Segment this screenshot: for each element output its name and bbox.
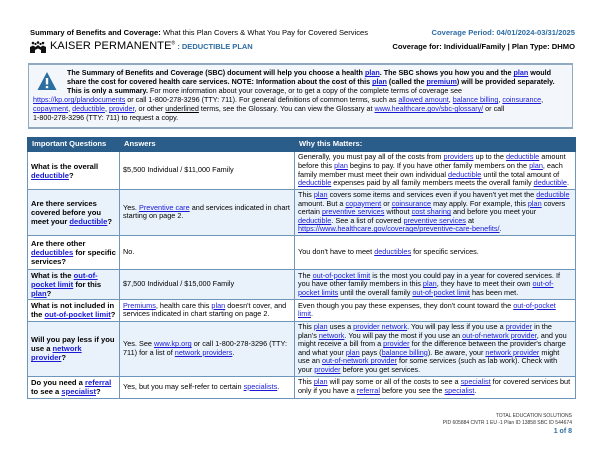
explanation-text: may apply. For example, this	[431, 198, 528, 208]
glossary-link[interactable]: out-of-pocket limit	[31, 270, 98, 289]
explanation-text: , and you might receive a bill from a	[298, 330, 567, 349]
question-text: ?	[61, 353, 67, 363]
glossary-link[interactable]: provider	[383, 339, 410, 349]
link-allowed-amount[interactable]: allowed amount	[398, 95, 449, 104]
explanation-text: This	[298, 190, 314, 199]
kaiser-logo	[30, 40, 253, 52]
footer-org: TOTAL EDUCATION SOLUTIONS	[495, 413, 572, 419]
question-text: for this	[73, 279, 102, 289]
glossary-link[interactable]: out-of-pocket limits	[298, 279, 554, 297]
glossary-link[interactable]: out-of-pocket limit	[412, 287, 470, 297]
question-text: What is the	[31, 270, 74, 280]
header-answers: Answers	[120, 138, 295, 152]
link-provider[interactable]: provider	[108, 104, 135, 113]
document-title: What this Plan Covers & What You Pay for Covered Services	[160, 28, 369, 37]
explanation-text: This	[298, 321, 314, 331]
glossary-link[interactable]: out-of-pocket limit	[312, 270, 371, 280]
question-text: ?	[110, 310, 116, 320]
why-this-matters	[295, 152, 576, 190]
glossary-link[interactable]: deductible	[536, 190, 570, 199]
glossary-link[interactable]: provider	[314, 364, 341, 374]
explanation-text: covers certain	[298, 198, 566, 217]
explanation-text: amount. But a	[298, 198, 346, 208]
link-plan-documents[interactable]: https://kp.org/plandocuments	[33, 95, 126, 104]
important-question	[28, 299, 120, 321]
explanation-text: begins to pay. If you have other family members on the	[347, 160, 530, 170]
important-question	[28, 321, 120, 376]
explanation-text: up to the	[473, 152, 506, 162]
answer-text: .	[277, 381, 280, 391]
glossary-link[interactable]: deductible	[298, 215, 332, 225]
answer-text: and services indicated in chart starting on page 2.	[123, 202, 290, 221]
explanation-text: This	[298, 377, 314, 387]
explanation-text: Even though you pay these expenses, they don't count toward the	[298, 300, 514, 310]
glossary-link[interactable]: deductible	[448, 169, 482, 179]
glossary-link[interactable]: plan	[334, 160, 348, 170]
explanation-text: for the difference between the provider's charge and what your	[298, 339, 566, 357]
glossary-link[interactable]: plan	[313, 377, 328, 387]
link-coinsurance[interactable]: coinsurance	[502, 95, 542, 104]
glossary-link[interactable]: network providers	[174, 347, 233, 357]
why-this-matters	[295, 190, 576, 236]
glossary-link[interactable]: balance billing	[381, 347, 428, 357]
explanation-text: for some services (such as lab work). Check with your	[298, 356, 558, 374]
answer: $7,500 Individual / $15,000 Family	[120, 269, 295, 299]
notice-details: https://kp.org/plandocuments or call 1-800-278-3296 (TTY: 711). For general definitions of common terms, such as allowed amount, balance billing, coinsurance, copayment, deductible, provider, or other underlined terms, see the Glossary. You can view the Glossary at www.healthcare.gov/sbc-glossary/ or call 1-800-278-3296 (TTY: 711) to request a copy.	[33, 95, 544, 122]
question-text: ?	[68, 170, 74, 180]
glossary-link[interactable]: deductible	[298, 178, 332, 188]
glossary-link[interactable]: plan	[313, 190, 328, 199]
glossary-link[interactable]: www.kp.org	[153, 339, 192, 349]
explanation-text: Generally, you must pay all of the costs from	[298, 152, 444, 162]
link-balance-billing[interactable]: balance billing	[452, 95, 499, 104]
glossary-link[interactable]: out-of-pocket limit	[298, 300, 556, 319]
question-text: What is not included in the	[31, 301, 115, 320]
explanation-text: amount before this	[298, 152, 566, 170]
glossary-link[interactable]: out-of-network provider	[321, 356, 397, 366]
answer-text: Yes, but you may self-refer to certain	[123, 381, 244, 391]
glossary-link[interactable]: out-of-pocket limit	[44, 310, 111, 320]
explanation-text: .	[566, 178, 569, 188]
why-this-matters	[295, 376, 576, 398]
answer-text: .	[232, 347, 235, 357]
table-header-row	[28, 138, 576, 152]
glossary-link[interactable]: plan	[211, 300, 226, 310]
question-text: Will you pay less if you use a	[31, 335, 115, 354]
glossary-link[interactable]: Preventive care	[138, 202, 190, 212]
answer-text: doesn't cover, and services indicated in chart starting on page 2.	[123, 300, 287, 319]
header-important-questions: Important Questions	[28, 138, 120, 152]
link-plan[interactable]: plan	[364, 68, 380, 77]
answer	[120, 190, 295, 236]
question-text: ?	[107, 216, 113, 226]
glossary-link[interactable]: network provider	[31, 344, 82, 363]
explanation-text: .	[499, 224, 502, 234]
explanation-text: until the overall family	[338, 287, 413, 297]
answer-text: or call 1-800-278-3296 (TTY: 711) for a list of	[123, 339, 287, 357]
explanation-text: You don't have to meet	[298, 247, 375, 257]
question-text: ?	[96, 387, 101, 397]
glossary-link[interactable]: plan	[527, 198, 542, 208]
explanation-text: .	[310, 309, 314, 319]
explanation-text: , each family member must meet their own individual	[298, 160, 563, 179]
glossary-link[interactable]: preventive services	[321, 207, 385, 217]
important-question	[28, 235, 120, 269]
explanation-text: until the total amount of	[481, 169, 560, 179]
glossary-link[interactable]: network	[318, 330, 345, 340]
answer	[120, 376, 295, 398]
glossary-link[interactable]: deductible	[31, 170, 69, 180]
explanation-text: uses a	[327, 321, 354, 331]
glossary-link[interactable]: preventive services	[403, 215, 466, 225]
glossary-link[interactable]: out-of-network provider	[462, 330, 537, 340]
answer-text: Yes. See	[123, 339, 154, 349]
question-text: for specific services?	[31, 247, 116, 266]
explanation-text: for covered services but only if you have a	[298, 377, 571, 396]
why-this-matters	[295, 299, 576, 321]
explanation-text: is the most you could pay in a year for covered services. If you have other family members in this	[298, 270, 561, 289]
explanation-text: . You will pay less if you use a	[407, 321, 506, 331]
header-why-this-matters: Why this Matters:	[295, 138, 576, 152]
important-question	[28, 269, 120, 299]
glossary-link[interactable]: coinsurance	[391, 198, 432, 208]
answer-text: Yes.	[123, 202, 139, 212]
table-row	[28, 235, 576, 269]
important-question	[28, 152, 120, 190]
why-this-matters	[295, 235, 576, 269]
glossary-link[interactable]: provider network	[353, 321, 408, 331]
table-row	[28, 376, 576, 398]
explanation-text: for specific services.	[411, 247, 479, 257]
link-plan[interactable]: plan	[372, 77, 387, 86]
glossary-link[interactable]: deductible	[505, 152, 540, 162]
link-copayment[interactable]: copayment	[33, 104, 69, 113]
glossary-link[interactable]: deductible	[69, 216, 108, 226]
brand-name: KAISER PERMANENTE®	[50, 40, 176, 52]
explanation-text: before you get services.	[340, 364, 421, 374]
sbc-notice-box	[28, 63, 573, 129]
coverage-for: Coverage for: Individual/Family | Plan Type: DHMO	[392, 42, 575, 51]
table-row	[28, 299, 576, 321]
explanation-text: . See a list of covered	[331, 215, 404, 225]
footer-ids: PID 605884 CNTR 1 EU -1 Plan ID 13858 SBC ID 544674	[442, 420, 572, 426]
glossary-link[interactable]: Premiums	[123, 300, 156, 310]
question-text: ?	[46, 288, 52, 298]
explanation-text: will pay some or all of the costs to see a	[327, 377, 461, 387]
glossary-link[interactable]: deductibles	[374, 247, 412, 257]
glossary-link[interactable]: specialists	[243, 381, 278, 391]
glossary-link[interactable]: network provider	[485, 347, 540, 357]
explanation-text: . You will pay the most if you use an	[344, 330, 463, 340]
warning-triangle-icon	[37, 71, 57, 91]
table-row	[28, 321, 576, 376]
explanation-text: and before you meet your	[450, 207, 537, 217]
table-row	[28, 269, 576, 299]
explanation-text: without	[384, 207, 412, 217]
glossary-link[interactable]: provider	[505, 321, 533, 331]
answer	[120, 321, 295, 376]
glossary-link[interactable]: referral	[356, 386, 380, 396]
glossary-link[interactable]: plan	[313, 321, 328, 331]
sbc-table	[27, 137, 576, 399]
explanation-text: pays (	[359, 347, 382, 357]
question-text: Are there other	[31, 238, 86, 248]
link-premium[interactable]: premium	[426, 77, 457, 86]
notice-intro: The Summary of Benefits and Coverage (SBC) document will help you choose a health plan. The SBC shows you how you and the plan would share the cost for covered health care services. NOTE: Information about the cost of this plan (called the premium) will be provided separately. This is only a summary. For more information about your coverage, or to get a copy of the complete terms of coverage see	[67, 68, 555, 95]
page-number: 1 of 8	[553, 428, 572, 435]
page-footer	[443, 413, 572, 437]
glossary-link[interactable]: providers	[443, 152, 474, 162]
explanation-text: .	[474, 386, 477, 396]
document-title-bold: Summary of Benefits and Coverage:	[30, 28, 161, 37]
link-deductible[interactable]: deductible	[72, 104, 105, 113]
link-glossary[interactable]: www.healthcare.gov/sbc-glossary/	[374, 104, 484, 113]
important-question	[28, 376, 120, 398]
glossary-link[interactable]: cost sharing	[411, 207, 451, 217]
glossary-link[interactable]: plan	[529, 160, 543, 170]
why-this-matters	[295, 269, 576, 299]
answer: $5,500 Individual / $11,000 Family	[120, 152, 295, 190]
document-title-bar	[30, 28, 575, 38]
glossary-link[interactable]: https://www.healthcare.gov/coverage/preventive-care-benefits/	[298, 224, 500, 234]
important-question	[28, 190, 120, 236]
why-this-matters	[295, 321, 576, 376]
table-row	[28, 152, 576, 190]
explanation-text: covers some items and services even if you haven't yet met the	[327, 190, 537, 199]
glossary-link[interactable]: deductible	[533, 178, 567, 188]
answer: No.	[120, 235, 295, 269]
glossary-link[interactable]: deductibles	[31, 247, 74, 257]
explanation-text: has been met.	[469, 287, 519, 297]
explanation-text: before you see the	[379, 386, 445, 396]
explanation-text: The	[298, 270, 313, 280]
kp-people-icon	[30, 40, 46, 52]
glossary-link[interactable]: specialist	[444, 386, 475, 396]
plan-header	[30, 40, 575, 54]
glossary-link[interactable]: plan	[345, 347, 360, 357]
glossary-link[interactable]: copayment	[345, 198, 382, 208]
plan-name: : DEDUCTIBLE PLAN	[177, 41, 253, 51]
glossary-link[interactable]: referral	[85, 378, 112, 388]
explanation-text: or	[381, 198, 392, 208]
question-text: What is the overall	[31, 161, 99, 171]
question-text: to see a	[31, 387, 62, 397]
glossary-link[interactable]: specialist	[61, 387, 97, 397]
explanation-text: ). Be aware, your	[427, 347, 486, 357]
explanation-text: in the plan's	[298, 321, 552, 340]
glossary-link[interactable]: specialist	[460, 377, 491, 387]
link-plan[interactable]: plan	[513, 68, 529, 77]
table-row	[28, 190, 576, 236]
answer	[120, 299, 295, 321]
question-text: Are there services covered before you meet your	[31, 198, 102, 226]
question-text: Do you need a	[31, 378, 86, 388]
answer-text: , health care this	[155, 300, 212, 310]
explanation-text: might use an	[298, 347, 560, 366]
glossary-link[interactable]: plan	[31, 288, 47, 298]
coverage-period: Coverage Period: 04/01/2024-03/31/2025	[431, 28, 575, 37]
glossary-link[interactable]: plan	[422, 279, 437, 289]
explanation-text: , they have to meet their own	[436, 279, 533, 289]
explanation-text: expenses paid by all family members meets the overall family	[331, 178, 534, 188]
explanation-text: at	[465, 215, 475, 225]
